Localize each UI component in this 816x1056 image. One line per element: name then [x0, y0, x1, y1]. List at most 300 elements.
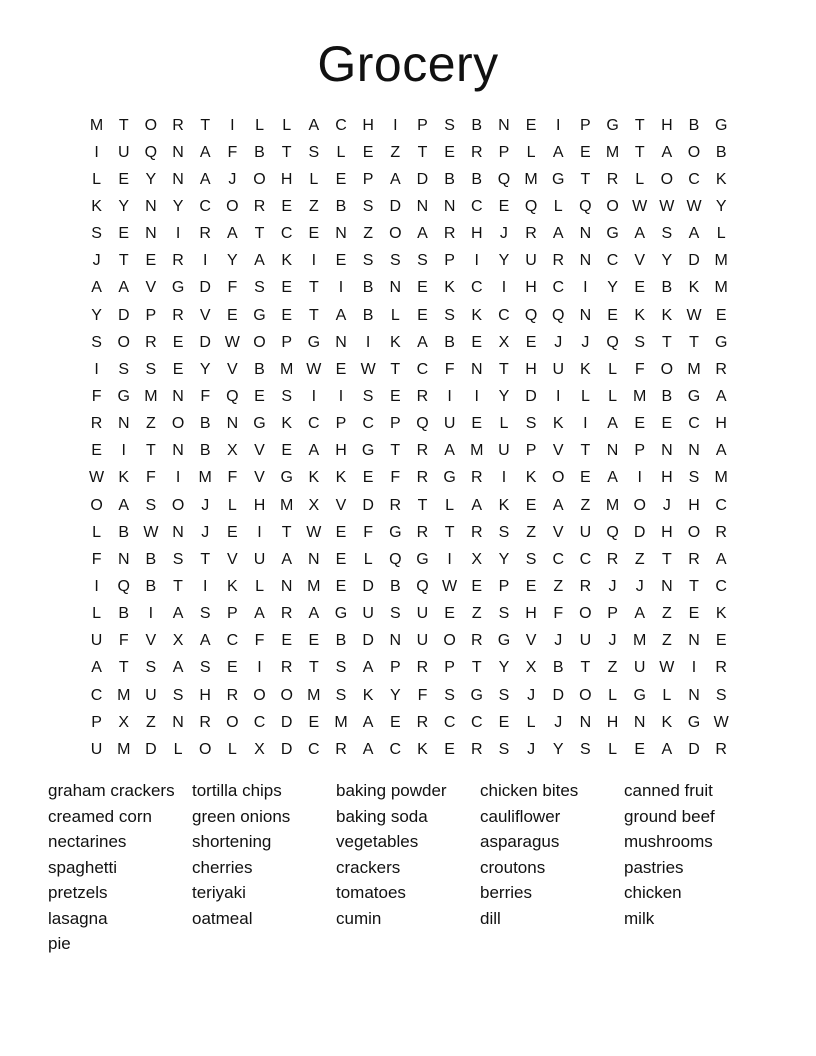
grid-letter: D [552, 686, 565, 704]
grid-letter: E [715, 632, 727, 650]
grid-letter: B [661, 387, 673, 405]
grid-letter: M [605, 143, 620, 161]
grid-letter: V [199, 306, 211, 324]
grid-letter: B [715, 143, 727, 161]
grid-letter: B [552, 659, 564, 677]
grid-letter: L [445, 496, 455, 514]
grid-letter: M [714, 252, 728, 270]
grid-letter: E [254, 387, 265, 405]
grid-letter: E [335, 550, 347, 568]
grid-letter: N [145, 225, 157, 243]
grid-letter: P [145, 306, 157, 324]
grid-letter: I [556, 116, 561, 134]
grid-letter: A [417, 225, 428, 243]
grid-letter: A [199, 170, 211, 188]
grid-letter: N [335, 333, 347, 351]
grid-letter: P [444, 659, 455, 677]
grid-letter: D [416, 170, 429, 188]
grid-letter: B [254, 360, 265, 378]
grid-letter: E [634, 740, 646, 758]
word-list [48, 779, 768, 958]
grid-letter: Z [634, 550, 645, 568]
grid-letter: R [579, 577, 592, 595]
grid-letter: B [145, 550, 157, 568]
grid-letter: R [172, 252, 184, 270]
grid-letter: Y [552, 740, 564, 758]
grid-letter: T [118, 116, 129, 134]
grid-letter: N [579, 713, 592, 731]
grid-letter: T [308, 306, 319, 324]
grid-letter: O [253, 333, 266, 351]
grid-letter: S [335, 659, 347, 677]
grid-letter: S [580, 740, 591, 758]
grid-letter: S [417, 252, 428, 270]
grid-letter: H [525, 279, 537, 297]
grid-letter: L [92, 523, 102, 541]
grid-letter: S [362, 387, 374, 405]
grid-letter: I [447, 387, 452, 405]
grid-row [83, 356, 735, 383]
grid-letter: S [145, 360, 157, 378]
grid-letter: G [361, 442, 375, 460]
grid-letter: B [362, 306, 374, 324]
page-title: Grocery [317, 36, 499, 92]
grid-letter: C [688, 415, 700, 433]
grid-letter: E [498, 197, 510, 215]
grid-letter: S [525, 550, 537, 568]
grid-letter: U [443, 415, 456, 433]
grid-letter: J [635, 577, 644, 595]
grid-letter: M [687, 360, 701, 378]
grid-letter: C [226, 632, 239, 650]
word-list-item: cherries [192, 857, 253, 877]
grid-letter: O [171, 415, 185, 433]
grid-letter: C [389, 740, 402, 758]
grid-letter: A [661, 740, 673, 758]
grid-letter: A [91, 279, 102, 297]
grid-row [83, 139, 735, 166]
grid-letter: S [91, 333, 102, 351]
grid-letter: E [145, 252, 157, 270]
grid-letter: N [172, 442, 184, 460]
grid-letter: L [173, 740, 183, 758]
grid-letter: E [227, 306, 238, 324]
grid-letter: J [499, 225, 508, 243]
grid-letter: G [307, 333, 321, 351]
grid-letter: T [417, 496, 428, 514]
grid-letter: E [281, 197, 292, 215]
grid-letter: U [498, 442, 510, 460]
grid-letter: N [172, 387, 184, 405]
grid-letter: S [688, 469, 700, 487]
grid-letter: R [90, 415, 103, 433]
grid-letter: U [253, 550, 266, 568]
grid-letter: O [579, 605, 592, 623]
grid-letter: A [308, 605, 320, 623]
grid-letter: E [172, 333, 184, 351]
grid-letter: T [444, 523, 455, 541]
grid-letter: T [634, 143, 645, 161]
grid-letter: E [688, 605, 700, 623]
grid-letter: S [199, 605, 211, 623]
grid-letter: I [474, 387, 479, 405]
grid-letter: Z [580, 496, 591, 514]
word-list-item: mushrooms [624, 832, 713, 851]
grid-letter: U [416, 632, 429, 650]
grid-letter: G [606, 116, 619, 134]
word-list-item: cumin [336, 908, 382, 928]
grid-letter: S [634, 333, 646, 351]
grid-letter: U [579, 523, 592, 541]
grid-letter: O [253, 170, 266, 188]
grid-row [83, 465, 735, 492]
grid-letter: M [714, 279, 728, 297]
grid-letter: E [335, 577, 347, 595]
grid-row [83, 221, 735, 248]
grid-letter: A [308, 116, 320, 134]
grid-letter: C [715, 577, 727, 595]
grid-letter: P [281, 333, 292, 351]
grid-letter: G [606, 225, 619, 243]
grid-letter: B [444, 333, 455, 351]
grid-letter: O [687, 143, 701, 161]
grid-letter: T [281, 523, 292, 541]
grid-letter: S [335, 686, 347, 704]
grid-letter: E [335, 360, 347, 378]
grid-letter: N [688, 442, 700, 460]
grid-letter: U [145, 686, 157, 704]
grid-letter: C [416, 360, 429, 378]
grid-letter: E [498, 713, 510, 731]
grid-letter: R [470, 469, 483, 487]
grid-letter: M [633, 387, 647, 405]
grid-letter: U [579, 632, 592, 650]
grid-letter: F [91, 387, 102, 405]
grid-letter: Z [661, 632, 672, 650]
grid-letter: K [688, 279, 700, 297]
grid-letter: R [280, 659, 293, 677]
grid-letter: E [525, 496, 537, 514]
grid-letter: R [715, 523, 727, 541]
grid-letter: A [661, 143, 673, 161]
word-list-item: canned fruit [624, 781, 713, 800]
grid-letter: L [553, 197, 563, 215]
grid-row [83, 329, 735, 356]
grid-letter: H [525, 605, 537, 623]
grid-letter: K [281, 252, 292, 270]
grid-letter: E [335, 252, 347, 270]
grid-letter: O [389, 225, 402, 243]
grid-letter: R [525, 225, 537, 243]
grid-letter: R [335, 740, 347, 758]
grid-row [83, 682, 735, 709]
grid-row [83, 573, 735, 600]
grid-letter: J [527, 686, 536, 704]
grid-letter: X [471, 550, 483, 568]
grid-row [83, 546, 735, 573]
grid-letter: F [146, 469, 156, 487]
grid-letter: N [661, 577, 673, 595]
grid-letter: M [334, 713, 348, 731]
grid-letter: M [714, 469, 728, 487]
grid-letter: S [661, 225, 673, 243]
word-list-item: vegetables [336, 832, 419, 851]
grid-letter: N [117, 550, 130, 568]
grid-letter: Y [227, 252, 238, 270]
grid-letter: H [199, 686, 211, 704]
grid-letter: E [389, 713, 401, 731]
grid-letter: R [416, 387, 429, 405]
grid-letter: E [471, 333, 483, 351]
grid-letter: K [362, 686, 374, 704]
grid-letter: Z [146, 415, 156, 433]
grid-letter: B [335, 197, 347, 215]
word-list-item: oatmeal [192, 908, 253, 928]
grid-letter: Y [498, 387, 510, 405]
grid-letter: D [280, 740, 293, 758]
grid-letter: A [254, 252, 265, 270]
grid-letter: S [389, 252, 401, 270]
grid-letter: N [688, 632, 700, 650]
grid-letter: N [443, 197, 456, 215]
grid-letter: E [335, 523, 347, 541]
grid-letter: C [688, 170, 700, 188]
grid-letter: J [581, 333, 590, 351]
grid-letter: S [444, 116, 455, 134]
word-list-item: shortening [192, 832, 272, 851]
grid-letter: V [335, 496, 347, 514]
grid-letter: T [661, 550, 672, 568]
grid-letter: Y [172, 197, 184, 215]
grid-row [83, 628, 735, 655]
grid-letter: O [606, 197, 619, 215]
grid-letter: A [227, 225, 238, 243]
grid-letter: F [390, 469, 401, 487]
grid-row [83, 438, 735, 465]
grid-letter: E [227, 659, 238, 677]
grid-letter: E [118, 225, 130, 243]
grid-letter: P [389, 659, 401, 677]
grid-letter: J [608, 632, 617, 650]
grid-letter: T [417, 143, 428, 161]
grid-letter: R [253, 197, 266, 215]
grid-letter: B [444, 170, 455, 188]
grid-letter: P [91, 713, 102, 731]
grid-letter: A [417, 333, 428, 351]
grid-letter: U [552, 360, 565, 378]
grid-letter: I [202, 577, 208, 595]
grid-letter: E [580, 469, 591, 487]
grid-letter: S [444, 686, 455, 704]
grid-letter: W [306, 360, 322, 378]
grid-letter: Q [524, 197, 538, 215]
grid-letter: Y [607, 279, 618, 297]
grid-letter: A [444, 442, 455, 460]
grid-row [83, 302, 735, 329]
grid-letter: T [499, 360, 509, 378]
grid-letter: A [634, 605, 646, 623]
grid-letter: L [635, 170, 645, 188]
grid-letter: E [389, 387, 401, 405]
grid-letter: S [172, 550, 184, 568]
grid-letter: K [335, 469, 347, 487]
grid-letter: S [444, 306, 455, 324]
grid-row [83, 166, 735, 193]
grid-letter: G [552, 170, 565, 188]
grid-letter: V [227, 550, 238, 568]
grid-letter: R [226, 686, 239, 704]
grid-letter: P [335, 415, 347, 433]
word-list-item: green onions [192, 806, 291, 826]
grid-letter: Z [526, 523, 536, 541]
grid-letter: A [308, 442, 320, 460]
grid-letter: E [525, 333, 537, 351]
grid-letter: M [280, 496, 294, 514]
grid-letter: K [417, 740, 428, 758]
grid-letter: G [443, 469, 456, 487]
grid-letter: C [308, 415, 320, 433]
grid-letter: E [172, 360, 184, 378]
grid-letter: C [579, 550, 592, 568]
grid-letter: T [281, 143, 292, 161]
grid-letter: R [172, 306, 184, 324]
grid-letter: H [661, 116, 673, 134]
grid-letter: E [444, 143, 455, 161]
grid-letter: C [362, 415, 374, 433]
grid-letter: T [471, 659, 482, 677]
grid-letter: A [335, 306, 347, 324]
grid-letter: A [688, 225, 700, 243]
grid-letter: J [554, 333, 563, 351]
grid-letter: E [308, 225, 320, 243]
grid-letter: K [715, 605, 727, 623]
grid-letter: K [444, 279, 455, 297]
word-list-item: spaghetti [48, 857, 117, 877]
word-list-item: chicken bites [480, 781, 579, 800]
grid-letter: N [688, 686, 700, 704]
grid-letter: I [474, 252, 479, 270]
grid-letter: W [686, 197, 702, 215]
grid-letter: T [118, 252, 129, 270]
grid-letter: T [661, 333, 672, 351]
grid-letter: C [552, 550, 565, 568]
grid-letter: K [471, 306, 483, 324]
grid-letter: P [417, 116, 428, 134]
grid-letter: I [501, 279, 507, 297]
grid-letter: K [498, 496, 510, 514]
grid-letter: R [688, 550, 700, 568]
grid-letter: O [280, 686, 293, 704]
grid-letter: A [715, 442, 727, 460]
grid-letter: N [172, 523, 184, 541]
grid-letter: M [198, 469, 212, 487]
grid-letter: S [118, 360, 130, 378]
grid-letter: R [470, 523, 483, 541]
grid-letter: R [443, 225, 456, 243]
grid-letter: U [90, 740, 103, 758]
grid-letter: W [306, 523, 322, 541]
grid-letter: C [606, 252, 619, 270]
grid-letter: S [254, 279, 265, 297]
grid-letter: S [91, 225, 102, 243]
grid-letter: A [552, 225, 564, 243]
word-list-item: graham crackers [48, 781, 175, 800]
grid-letter: Q [579, 197, 592, 215]
grid-letter: S [145, 659, 157, 677]
grid-letter: T [390, 360, 401, 378]
grid-letter: G [633, 686, 646, 704]
grid-letter: B [661, 279, 673, 297]
grid-letter: E [227, 523, 238, 541]
grid-letter: S [498, 523, 510, 541]
grid-letter: R [145, 333, 157, 351]
grid-letter: T [254, 225, 265, 243]
grid-letter: A [715, 387, 727, 405]
word-list-item: nectarines [48, 832, 127, 851]
grid-row [83, 655, 735, 682]
grid-letter: I [583, 279, 588, 297]
grid-letter: F [553, 605, 564, 623]
grid-letter: S [389, 605, 401, 623]
grid-letter: S [525, 415, 537, 433]
grid-letter: I [501, 469, 507, 487]
grid-letter: O [660, 170, 674, 188]
word-list-item: asparagus [480, 832, 560, 851]
grid-letter: R [715, 740, 727, 758]
grid-letter: N [172, 170, 184, 188]
grid-letter: M [470, 442, 484, 460]
grid-letter: N [389, 632, 402, 650]
grid-letter: R [470, 632, 483, 650]
grid-letter: L [499, 415, 509, 433]
grid-letter: S [172, 686, 184, 704]
grid-letter: G [497, 632, 511, 650]
grid-row [83, 709, 735, 736]
grid-letter: K [118, 469, 130, 487]
grid-letter: M [307, 577, 321, 595]
grid-letter: N [172, 713, 184, 731]
grid-letter: U [362, 605, 374, 623]
grid-row [83, 275, 735, 302]
grid-letter: P [525, 442, 537, 460]
grid-letter: X [525, 659, 537, 677]
grid-letter: Y [661, 252, 673, 270]
grid-letter: K [661, 713, 673, 731]
grid-letter: A [118, 279, 130, 297]
grid-letter: L [92, 170, 102, 188]
grid-letter: H [335, 442, 347, 460]
grid-letter: M [117, 686, 131, 704]
grid-letter: C [308, 740, 320, 758]
grid-letter: S [362, 197, 374, 215]
grid-letter: X [227, 442, 238, 460]
grid-letter: L [227, 740, 237, 758]
grid-letter: R [715, 360, 727, 378]
grid-letter: R [606, 550, 619, 568]
grid-letter: A [172, 605, 184, 623]
grid-row [83, 736, 735, 763]
grid-letter: Y [498, 550, 510, 568]
word-list-item: chicken [624, 883, 682, 902]
grid-letter: C [552, 279, 565, 297]
grid-letter: L [336, 143, 346, 161]
grid-letter: C [199, 197, 211, 215]
grid-letter: Y [389, 686, 401, 704]
grid-letter: L [716, 225, 726, 243]
grid-letter: I [637, 469, 642, 487]
grid-letter: J [527, 740, 536, 758]
grid-letter: L [363, 550, 373, 568]
